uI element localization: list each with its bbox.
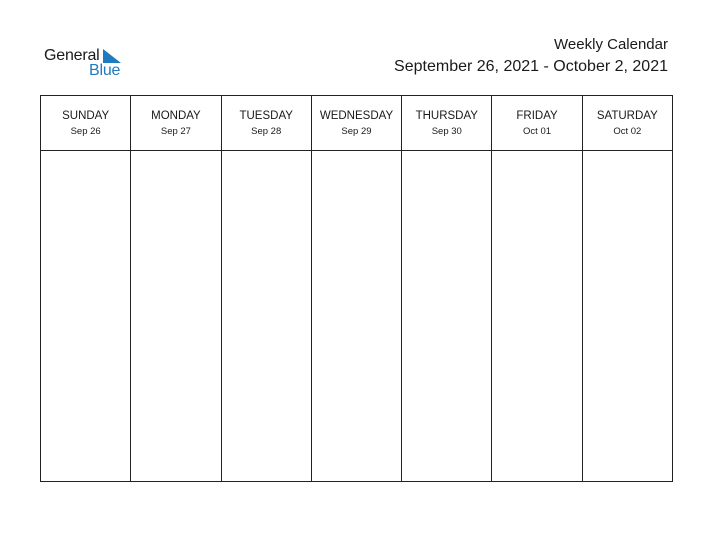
logo-text-general: General (44, 47, 100, 64)
day-date: Sep 30 (431, 126, 462, 137)
day-date: Oct 01 (523, 126, 552, 137)
day-cell[interactable] (131, 151, 220, 481)
triangle-flag-icon (103, 49, 121, 63)
day-column-friday (492, 96, 582, 481)
day-column-monday (131, 96, 221, 481)
day-name: SUNDAY (62, 110, 110, 122)
day-header (492, 96, 581, 151)
day-date: Sep 29 (341, 126, 372, 137)
day-cell[interactable] (583, 151, 672, 481)
day-date: Sep 28 (251, 126, 282, 137)
day-cell[interactable] (492, 151, 581, 481)
day-header (583, 96, 672, 151)
day-name: FRIDAY (516, 110, 558, 122)
date-range: September 26, 2021 - October 2, 2021 (394, 58, 668, 75)
day-name: THURSDAY (415, 110, 478, 122)
day-header (222, 96, 311, 151)
day-column-tuesday (222, 96, 312, 481)
day-header (131, 96, 220, 151)
day-header (41, 96, 130, 151)
logo-text-blue: Blue (89, 62, 121, 79)
day-cell[interactable] (41, 151, 130, 481)
day-date: Sep 27 (160, 126, 191, 137)
day-header (312, 96, 401, 151)
day-name: SATURDAY (596, 110, 658, 122)
day-column-thursday (402, 96, 492, 481)
day-cell[interactable] (222, 151, 311, 481)
brand-logo (44, 46, 134, 82)
weekly-calendar-grid (40, 95, 673, 482)
day-column-wednesday (312, 96, 402, 481)
day-name: TUESDAY (239, 110, 293, 122)
day-date: Sep 26 (70, 126, 101, 137)
page-title: Weekly Calendar (554, 36, 668, 53)
day-cell[interactable] (402, 151, 491, 481)
day-header (402, 96, 491, 151)
day-column-saturday (583, 96, 672, 481)
day-name: MONDAY (151, 110, 201, 122)
day-date: Oct 02 (613, 126, 642, 137)
day-column-sunday (41, 96, 131, 481)
day-cell[interactable] (312, 151, 401, 481)
day-name: WEDNESDAY (319, 110, 394, 122)
